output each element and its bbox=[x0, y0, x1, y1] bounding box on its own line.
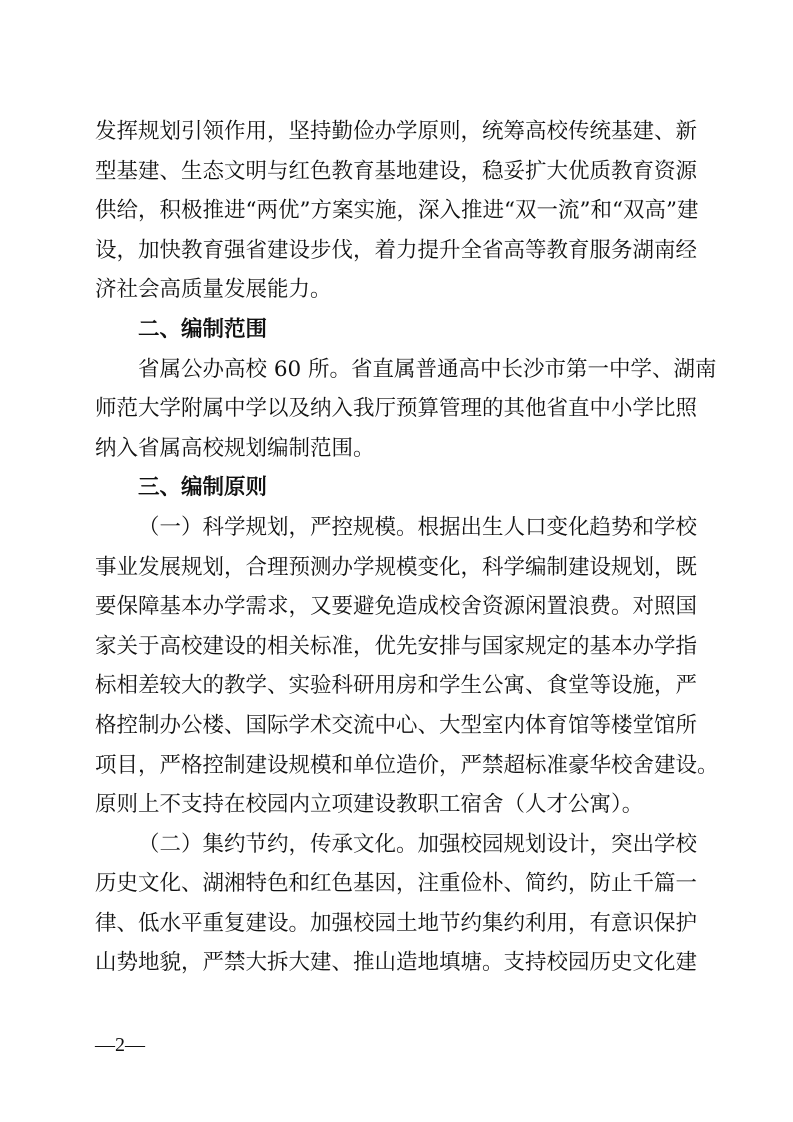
text-line: 原则上不支持在校园内立项建设教职工宿舍（人才公寓）。 bbox=[95, 792, 644, 818]
section-heading: 二、编制范围 bbox=[138, 316, 268, 342]
text-line: 山势地貌，严禁大拆大建、推山造地填塘。支持校园历史文化建 bbox=[95, 950, 698, 976]
section-heading: 三、编制原则 bbox=[138, 475, 268, 501]
text-line: 格控制办公楼、国际学术交流中心、大型室内体育馆等楼堂馆所 bbox=[95, 712, 698, 738]
text-line: 标相差较大的教学、实验科研用房和学生公寓、食堂等设施，严 bbox=[95, 673, 698, 699]
body-text bbox=[95, 112, 719, 983]
text-line: 供给，积极推进“两优”方案实施，深入推进“双一流”和“双高”建 bbox=[95, 198, 699, 224]
text-line: 师范大学附属中学以及纳入我厅预算管理的其他省直中小学比照 bbox=[95, 396, 698, 422]
text-line: 家关于高校建设的相关标准，优先安排与国家规定的基本办学指 bbox=[95, 633, 698, 659]
text-line: 律、低水平重复建设。加强校园土地节约集约利用，有意识保护 bbox=[95, 910, 698, 936]
text-line: 要保障基本办学需求，又要避免造成校舍资源闲置浪费。对照国 bbox=[95, 594, 698, 620]
text-line: 纳入省属高校规划编制范围。 bbox=[95, 435, 375, 461]
text-line: 设，加快教育强省建设步伐，着力提升全省高等教育服务湖南经 bbox=[95, 237, 698, 263]
text-line: 历史文化、湖湘特色和红色基因，注重俭朴、简约，防止千篇一 bbox=[95, 871, 698, 897]
page-number: —2— bbox=[95, 1034, 145, 1056]
text-line: 项目，严格控制建设规模和单位造价，严禁超标准豪华校舍建设。 bbox=[95, 752, 719, 778]
text-line: 事业发展规划，合理预测办学规模变化，科学编制建设规划，既 bbox=[95, 554, 698, 580]
paragraph-first-line: （二）集约节约，传承文化。加强校园规划设计，突出学校 bbox=[138, 831, 698, 857]
text-line: 发挥规划引领作用，坚持勤俭办学原则，统筹高校传统基建、新 bbox=[95, 119, 698, 144]
text-line: 型基建、生态文明与红色教育基地建设，稳妥扩大优质教育资源 bbox=[95, 158, 698, 184]
paragraph-first-line: （一）科学规划，严控规模。根据出生人口变化趋势和学校 bbox=[138, 514, 698, 540]
text-line: 济社会高质量发展能力。 bbox=[95, 277, 332, 303]
paragraph-first-line: 省属公办高校 60 所。省直属普通高中长沙市第一中学、湖南 bbox=[138, 356, 717, 382]
